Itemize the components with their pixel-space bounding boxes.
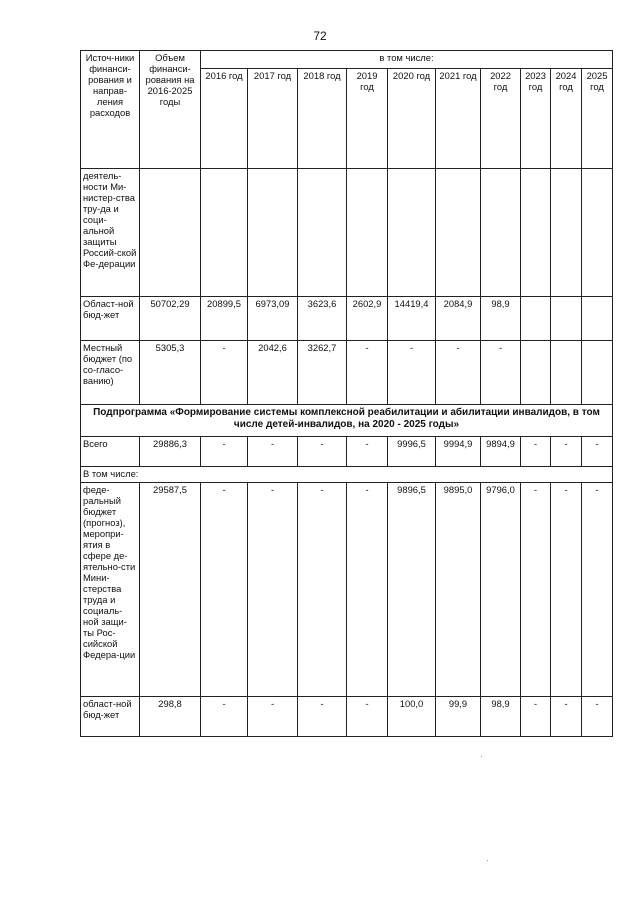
row-year-value: - [201,437,248,467]
table-row [81,483,613,697]
row-year-value [201,169,248,297]
row-year-value: - [347,697,388,737]
row-label: деятель-ности Ми-нистер-ства тру-да и соци-альной защиты Россий-ской Фе-дерации [81,169,140,297]
row-year-value: - [551,437,582,467]
header-source: Источ-ники финанси-рования и направ-ления расходов [81,51,140,169]
row-year-value: - [201,483,248,697]
row-label: Местный бюджет (по со-гласо-ванию) [81,341,140,405]
header-year: 2019 год [347,69,388,169]
row-year-value [551,169,582,297]
header-year: 2022 год [481,69,521,169]
row-year-value: - [481,341,521,405]
scan-mark: · [480,752,483,761]
row-label: Всего [81,437,140,467]
row-total: 5305,3 [140,341,201,405]
row-year-value [551,297,582,341]
table-row [81,405,613,437]
row-total [140,169,201,297]
row-year-value: 3623,6 [298,297,347,341]
table-row [81,297,613,341]
row-year-value: 9796,0 [481,483,521,697]
row-year-value: - [201,341,248,405]
row-year-value: - [298,437,347,467]
row-year-value [582,297,613,341]
row-year-value: - [347,437,388,467]
row-year-value: 98,9 [481,297,521,341]
row-year-value: 99,9 [436,697,481,737]
row-year-value [582,341,613,405]
row-year-value: - [298,483,347,697]
header-year: 2016 год [201,69,248,169]
row-total: 29886,3 [140,437,201,467]
row-year-value: 9996,5 [388,437,436,467]
table-row [81,169,613,297]
row-year-value [248,169,298,297]
row-year-value: 6973,09 [248,297,298,341]
row-year-value: - [388,341,436,405]
row-total: 29587,5 [140,483,201,697]
row-year-value [551,341,582,405]
row-year-value: - [248,483,298,697]
row-label: феде-ральный бюджет (прогноз), меропри-ятия в сфере де-ятельно-сти Мини-стерства труда и социаль-ной защи-ты Рос-сийской Федера-ции [81,483,140,697]
scan-mark: · [486,856,489,865]
row-year-value: 20899,5 [201,297,248,341]
row-total: 298,8 [140,697,201,737]
financing-table [80,50,613,737]
row-year-value: - [248,697,298,737]
row-year-value: - [582,483,613,697]
row-label: област-ной бюд-жет [81,697,140,737]
row-year-value: - [521,437,551,467]
header-year: 2023 год [521,69,551,169]
row-year-value [582,169,613,297]
page-number: 72 [313,29,327,43]
row-year-value [347,169,388,297]
row-year-value [388,169,436,297]
row-year-value: 2602,9 [347,297,388,341]
row-year-value: - [521,697,551,737]
including-label: В том числе: [81,467,613,483]
row-year-value: 9896,5 [388,483,436,697]
row-label: Област-ной бюд-жет [81,297,140,341]
table-row [81,697,613,737]
subprogram-title: Подпрограмма «Формирование системы комплексной реабилитации и абилитации инвалидов, в том числе детей-инвалидов, на 2020 - 2025 годы» [81,405,613,437]
row-year-value [481,169,521,297]
row-year-value: 14419,4 [388,297,436,341]
row-year-value: - [347,341,388,405]
row-year-value: - [551,483,582,697]
row-year-value [436,169,481,297]
row-year-value [521,341,551,405]
row-year-value: 9994,9 [436,437,481,467]
header-year: 2024 год [551,69,582,169]
row-year-value: - [298,697,347,737]
header-year: 2021 год [436,69,481,169]
row-year-value: - [582,437,613,467]
header-year: 2018 год [298,69,347,169]
table-row [81,437,613,467]
row-year-value: - [436,341,481,405]
row-year-value: - [521,483,551,697]
table-row [81,341,613,405]
row-year-value [521,169,551,297]
row-year-value: - [347,483,388,697]
row-year-value: 2084,9 [436,297,481,341]
row-year-value: - [582,697,613,737]
row-year-value: - [248,437,298,467]
row-year-value [521,297,551,341]
row-year-value: - [551,697,582,737]
row-year-value [298,169,347,297]
row-year-value: 98,9 [481,697,521,737]
header-year: 2020 год [388,69,436,169]
row-year-value: 3262,7 [298,341,347,405]
row-year-value: - [201,697,248,737]
row-year-value: 9894,9 [481,437,521,467]
table-row [81,467,613,483]
header-volume: Объем финанси-рования на 2016-2025 годы [140,51,201,169]
row-year-value: 2042,6 [248,341,298,405]
header-year: 2017 год [248,69,298,169]
header-year: 2025 год [582,69,613,169]
row-total: 50702,29 [140,297,201,341]
header-including: в том числе: [201,51,613,69]
row-year-value: 100,0 [388,697,436,737]
row-year-value: 9895,0 [436,483,481,697]
